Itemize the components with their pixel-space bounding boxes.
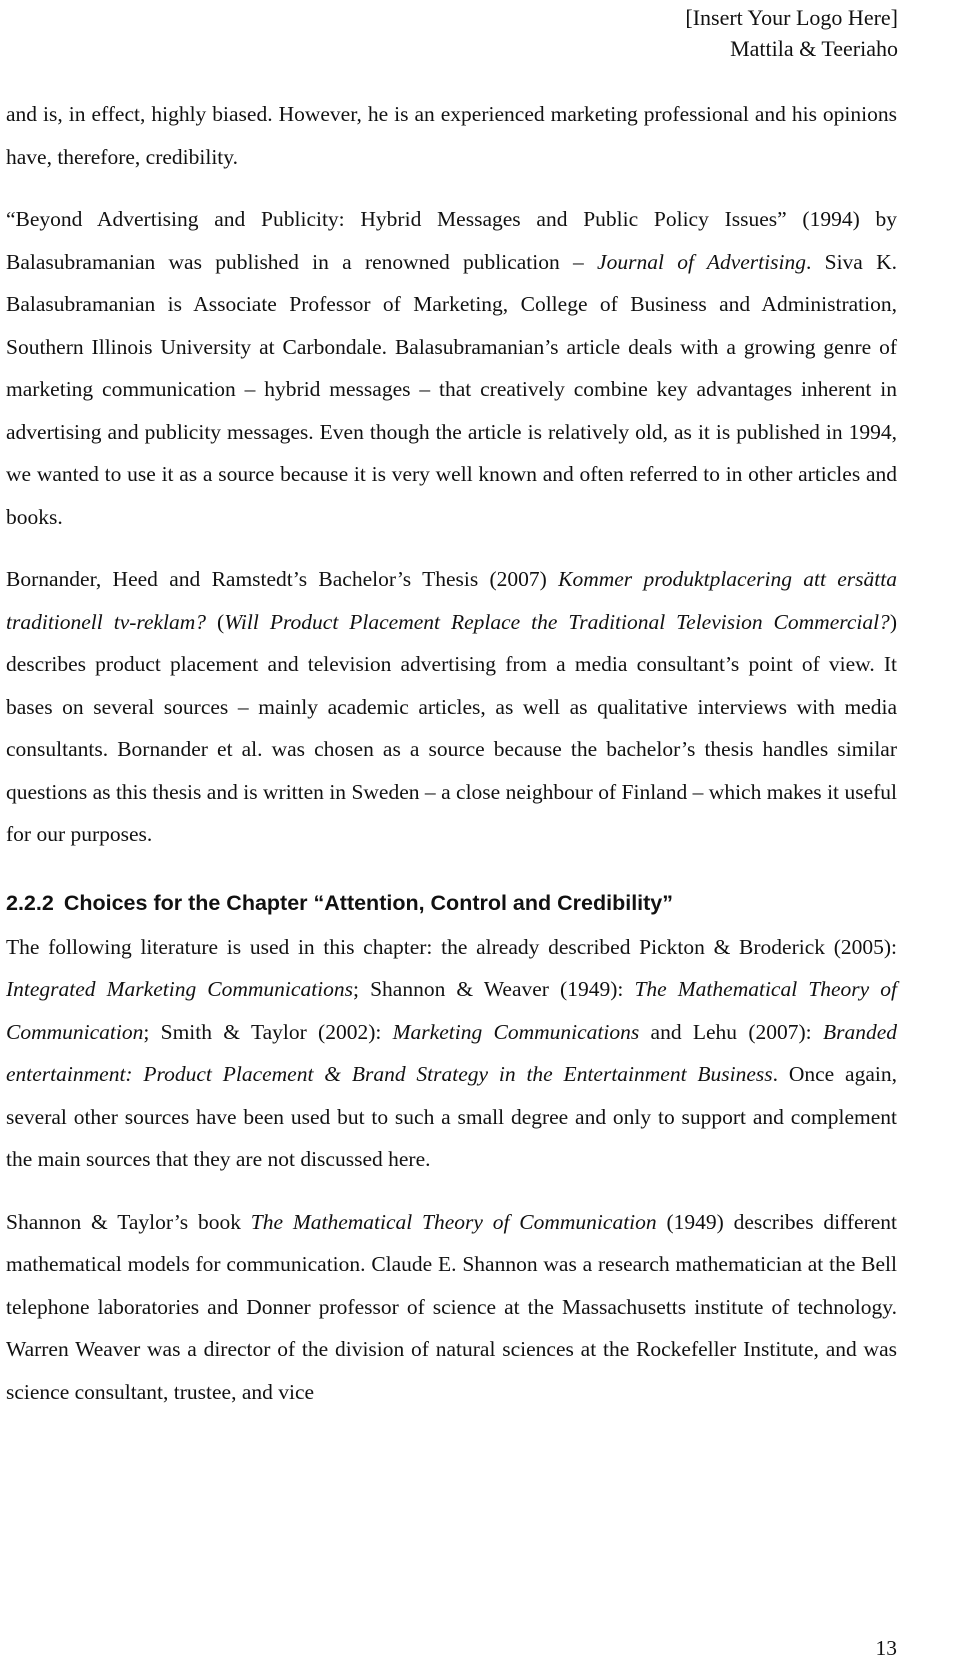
paragraph-text: Shannon & Taylor’s book xyxy=(6,1209,251,1234)
section-number: 2.2.2 xyxy=(6,890,54,915)
paragraph-literature xyxy=(6,926,897,1181)
paragraph-text: “Beyond Advertising and Publicity: Hybrid Messages and Public Policy Issues” (1994) by Balasubramanian was published in a renowned publication – xyxy=(6,207,897,274)
paragraph-text: Bornander, Heed and Ramstedt’s Bachelor’s Thesis (2007) xyxy=(6,567,559,591)
book-title: Branded entertainment: Product Placement & Brand Strategy in the Entertainment Business xyxy=(6,1019,897,1086)
page-content xyxy=(6,93,897,1413)
paragraph-text: and Lehu (2007): xyxy=(639,1019,823,1044)
paragraph-text: . Siva K. Balasubramanian is Associate Professor of Marketing, College of Business and Administration, Southern Illinois University at Carbondale. Balasubramanian’s article deals with a growing genre of marketing communication – hybrid messages – that creatively combine key advantages inherent in advertising and publicity messages. Even though the article is relatively old, as it is published in 1994, we wanted to use it as a source because it is very well known and often referred to in other articles and books. xyxy=(6,249,898,529)
paragraph-bornander xyxy=(6,558,897,856)
thesis-title-translation: Will Product Placement Replace the Traditional Television Commercial? xyxy=(224,609,890,634)
paragraph-credibility xyxy=(6,93,897,178)
paragraph-text: (1949) describes different mathematical models for communication. Claude E. Shannon was a research mathematician at the Bell telephone laboratories and Donner professor of science at the Massachusetts institute of technology. Warren Weaver was a director of the division of natural sciences at the Rockefeller Institute, and was science consultant, trustee, and vice xyxy=(6,1209,898,1404)
paragraph-text: . Once again, several other sources have been used but to such a small degree and only to support and complement the main sources that they are not discussed here. xyxy=(6,1062,897,1171)
section-heading xyxy=(6,884,897,922)
paragraph-text: ; Smith & Taylor (2002): xyxy=(143,1019,393,1044)
book-title: The Mathematical Theory of Communication xyxy=(250,1209,657,1234)
book-title: Integrated Marketing Communications xyxy=(6,977,354,1001)
section-title: Choices for the Chapter “Attention, Control and Credibility” xyxy=(63,890,674,915)
thesis-title: Kommer produktplacering att ersätta traditionell tv-reklam? xyxy=(6,567,897,634)
paragraph-text: ) describes product placement and television advertising from a media consultant’s point of view. It bases on several sources – mainly academic articles, as well as qualitative interviews with media consultants. Bornander et al. was chosen as a source because the bachelor’s thesis handles similar questions as this thesis and is written in Sweden – a close neighbour of Finland – which makes it useful for our purposes. xyxy=(6,609,897,846)
page-header xyxy=(685,2,898,64)
paragraph-balasubramanian xyxy=(6,198,897,538)
paragraph-text: and is, in effect, highly biased. However, he is an experienced marketing professional and his opinions have, therefore, credibility. xyxy=(6,102,897,169)
page-number: 13 xyxy=(875,1636,897,1660)
paragraph-text: ; Shannon & Weaver (1949): xyxy=(353,977,635,1001)
journal-title: Journal of Advertising xyxy=(597,249,806,274)
logo-placeholder: [Insert Your Logo Here] xyxy=(685,5,898,30)
paragraph-text: ( xyxy=(206,609,225,634)
book-title: Marketing Communications xyxy=(392,1019,640,1044)
paragraph-shannon xyxy=(6,1201,897,1414)
paragraph-text: The following literature is used in this chapter: the already described Pickton & Broderick (2005): xyxy=(6,934,897,959)
header-authors: Mattila & Teeriaho xyxy=(730,36,898,61)
book-title: The Mathematical Theory of Communication xyxy=(6,977,897,1044)
